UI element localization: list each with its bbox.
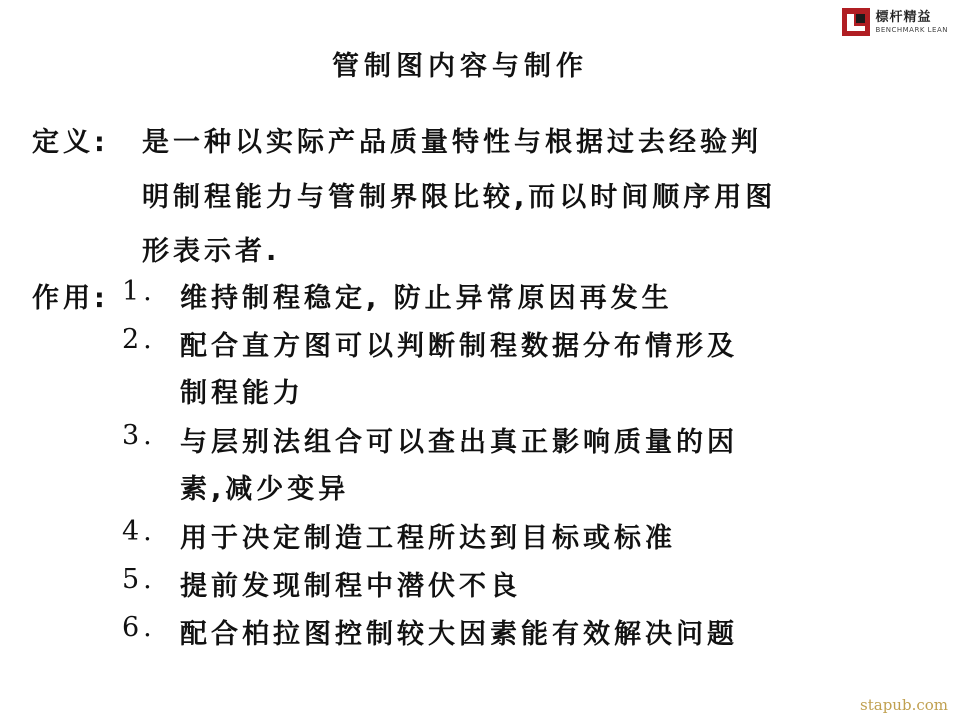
definition-line-2: 明制程能力与管制界限比较,而以时间顺序用图 — [142, 182, 777, 213]
function-item-6-line-1: 配合柏拉图控制较大因素能有效解决问题 — [180, 619, 738, 650]
function-number-6: 6. — [122, 612, 156, 643]
function-item-2-line-1: 配合直方图可以判断制程数据分布情形及 — [180, 331, 738, 362]
function-item-1-line-1: 维持制程稳定, 防止异常原因再发生 — [180, 283, 673, 314]
function-item-5-line-1: 提前发现制程中潜伏不良 — [180, 571, 521, 602]
function-number-5: 5. — [122, 564, 156, 595]
page-title: 管制图内容与制作 — [332, 51, 588, 82]
function-item-3-line-1: 与层别法组合可以查出真正影响质量的因 — [180, 427, 738, 458]
definition-line-1: 是一种以实际产品质量特性与根据过去经验判 — [142, 127, 762, 158]
company-logo — [842, 8, 948, 36]
definition-label: 定义: — [32, 127, 109, 158]
function-number-1: 1. — [122, 276, 156, 307]
function-item-4-line-1: 用于决定制造工程所达到目标或标准 — [180, 523, 676, 554]
function-item-3-line-2: 素,减少变异 — [180, 474, 350, 505]
function-number-4: 4. — [122, 516, 156, 547]
watermark-text: stapub.com — [860, 696, 948, 714]
function-number-2: 2. — [122, 324, 156, 355]
logo-mark-icon — [842, 8, 870, 36]
logo-chinese-name: 標杆精益 — [875, 9, 932, 25]
logo-english-name: BENCHMARK LEAN — [875, 25, 948, 34]
definition-line-3: 形表示者. — [142, 236, 281, 267]
function-item-2-line-2: 制程能力 — [180, 378, 304, 409]
function-number-3: 3. — [122, 420, 156, 451]
functions-label: 作用: — [32, 283, 109, 314]
